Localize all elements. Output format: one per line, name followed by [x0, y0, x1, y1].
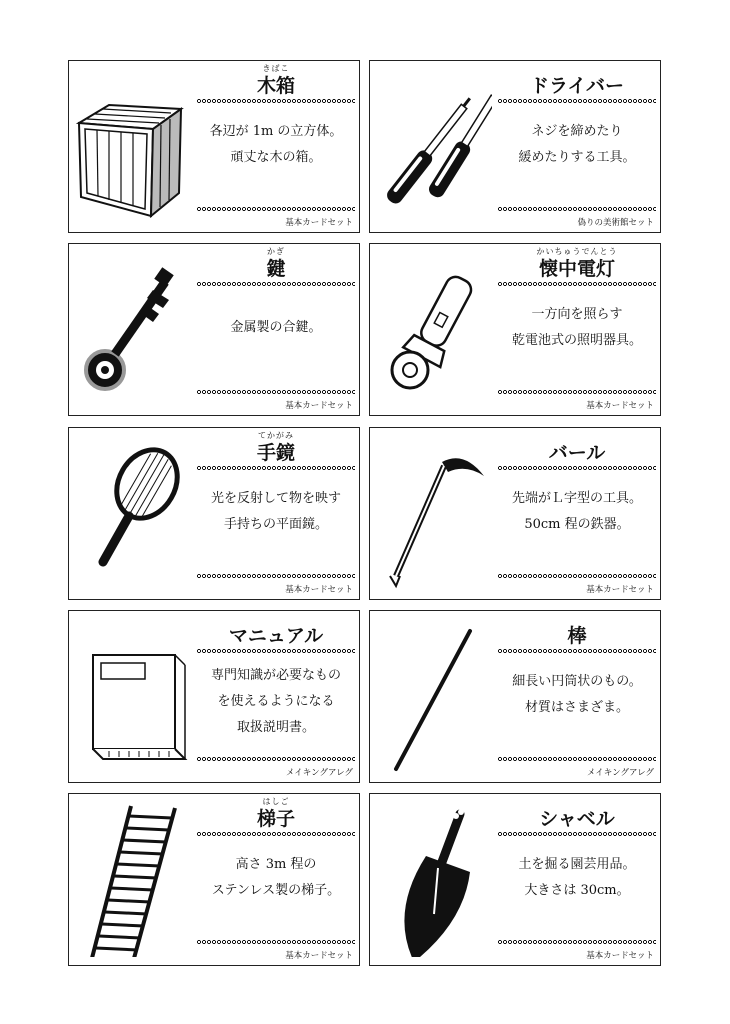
- card-title: 棒: [567, 625, 587, 647]
- description-line: 細長い円筒状のもの。: [512, 674, 642, 689]
- card-title: 鍵: [266, 258, 286, 280]
- card-shovel: [369, 793, 661, 966]
- dot-divider: [197, 389, 355, 395]
- dot-divider: [197, 281, 355, 287]
- card-ladder: [68, 793, 360, 966]
- card-description: [496, 119, 658, 171]
- dot-divider: [197, 206, 355, 212]
- dot-divider: [197, 756, 355, 762]
- card-set-label: 基本カードセット: [285, 401, 353, 411]
- card-set-label: メイキングアレグ: [285, 768, 353, 778]
- description-line: 手持ちの平面鏡。: [223, 517, 328, 532]
- card-title: 梯子: [256, 808, 295, 830]
- dot-divider: [197, 465, 355, 471]
- card-ruby: はしご: [262, 797, 290, 806]
- card-wooden-crate: [68, 60, 360, 233]
- dot-divider: [498, 756, 656, 762]
- card-manual: [68, 610, 360, 783]
- description-line: 取扱説明書。: [236, 720, 315, 735]
- card-set-label: メイキングアレグ: [586, 768, 654, 778]
- description-line: 土を掘る園芸用品。: [518, 857, 636, 872]
- card-description: [195, 486, 357, 538]
- card-title: 懐中電灯: [538, 258, 615, 280]
- dot-divider: [498, 939, 656, 945]
- crowbar-icon: [374, 436, 492, 591]
- card-description: [195, 663, 357, 741]
- card-set-label: 基本カードセット: [586, 585, 654, 595]
- card-description: [195, 852, 357, 904]
- dot-divider: [498, 648, 656, 654]
- card-set-label: 基本カードセット: [285, 218, 353, 228]
- stick-icon: [374, 619, 492, 774]
- dot-divider: [498, 98, 656, 104]
- card-stick: [369, 610, 661, 783]
- key-icon: [73, 252, 191, 407]
- card-set-label: 基本カードセット: [285, 585, 353, 595]
- description-line: 専門知識が必要なもの: [210, 668, 341, 683]
- description-line: 材質はさまざま。: [524, 700, 629, 715]
- description-line: を使えるようになる: [217, 694, 335, 709]
- description-line: 一方向を照らす: [531, 307, 623, 322]
- dot-divider: [498, 206, 656, 212]
- card-description: [195, 315, 357, 341]
- description-line: 高さ 3m 程の: [235, 857, 317, 872]
- card-set-label: 基本カードセット: [586, 401, 654, 411]
- card-ruby: かいちゅうでんとう: [536, 247, 618, 256]
- card-key: [68, 243, 360, 416]
- card-title: バール: [548, 442, 606, 464]
- description-line: ステンレス製の梯子。: [211, 883, 341, 898]
- description-line: 緩めたりする工具。: [518, 150, 636, 165]
- dot-divider: [498, 465, 656, 471]
- card-title: 木箱: [256, 75, 295, 97]
- manual-book-icon: [73, 619, 191, 774]
- dot-divider: [498, 389, 656, 395]
- wooden-crate-icon: [73, 69, 191, 224]
- card-description: [496, 852, 658, 904]
- card-hand-mirror: [68, 427, 360, 600]
- description-line: 大きさは 30cm。: [524, 883, 630, 898]
- card-ruby: きばこ: [262, 64, 290, 73]
- dot-divider: [197, 98, 355, 104]
- dot-divider: [197, 831, 355, 837]
- dot-divider: [498, 281, 656, 287]
- card-ruby: てかがみ: [258, 431, 294, 440]
- description-line: 乾電池式の照明器具。: [511, 333, 642, 348]
- description-line: ネジを締めたり: [531, 124, 623, 139]
- ladder-icon: [73, 802, 191, 957]
- shovel-icon: [374, 802, 492, 957]
- card-title: ドライバー: [529, 75, 625, 97]
- dot-divider: [498, 573, 656, 579]
- card-title: 手鏡: [256, 442, 295, 464]
- dot-divider: [197, 939, 355, 945]
- description-line: 金属製の合鍵。: [230, 320, 322, 335]
- hand-mirror-icon: [73, 436, 191, 591]
- card-crowbar: [369, 427, 661, 600]
- description-line: 先端がＬ字型の工具。: [511, 491, 642, 506]
- card-screwdriver: [369, 60, 661, 233]
- card-description: [496, 486, 658, 538]
- card-set-label: 基本カードセット: [285, 951, 353, 961]
- dot-divider: [197, 648, 355, 654]
- dot-divider: [498, 831, 656, 837]
- flashlight-icon: [374, 252, 492, 407]
- card-title: シャベル: [539, 808, 615, 830]
- description-line: 各辺が 1m の立方体。: [209, 124, 343, 139]
- description-line: 頑丈な木の箱。: [230, 150, 322, 165]
- card-flashlight: [369, 243, 661, 416]
- description-line: 光を反射して物を映す: [210, 491, 341, 506]
- description-line: 50cm 程の鉄器。: [524, 517, 630, 532]
- card-ruby: かぎ: [267, 247, 285, 256]
- screwdriver-icon: [374, 69, 492, 224]
- card-description: [195, 119, 357, 171]
- card-title: マニュアル: [228, 625, 324, 647]
- dot-divider: [197, 573, 355, 579]
- card-set-label: 基本カードセット: [586, 951, 654, 961]
- card-set-label: 偽りの美術館セット: [577, 218, 654, 228]
- card-description: [496, 302, 658, 354]
- card-description: [496, 669, 658, 721]
